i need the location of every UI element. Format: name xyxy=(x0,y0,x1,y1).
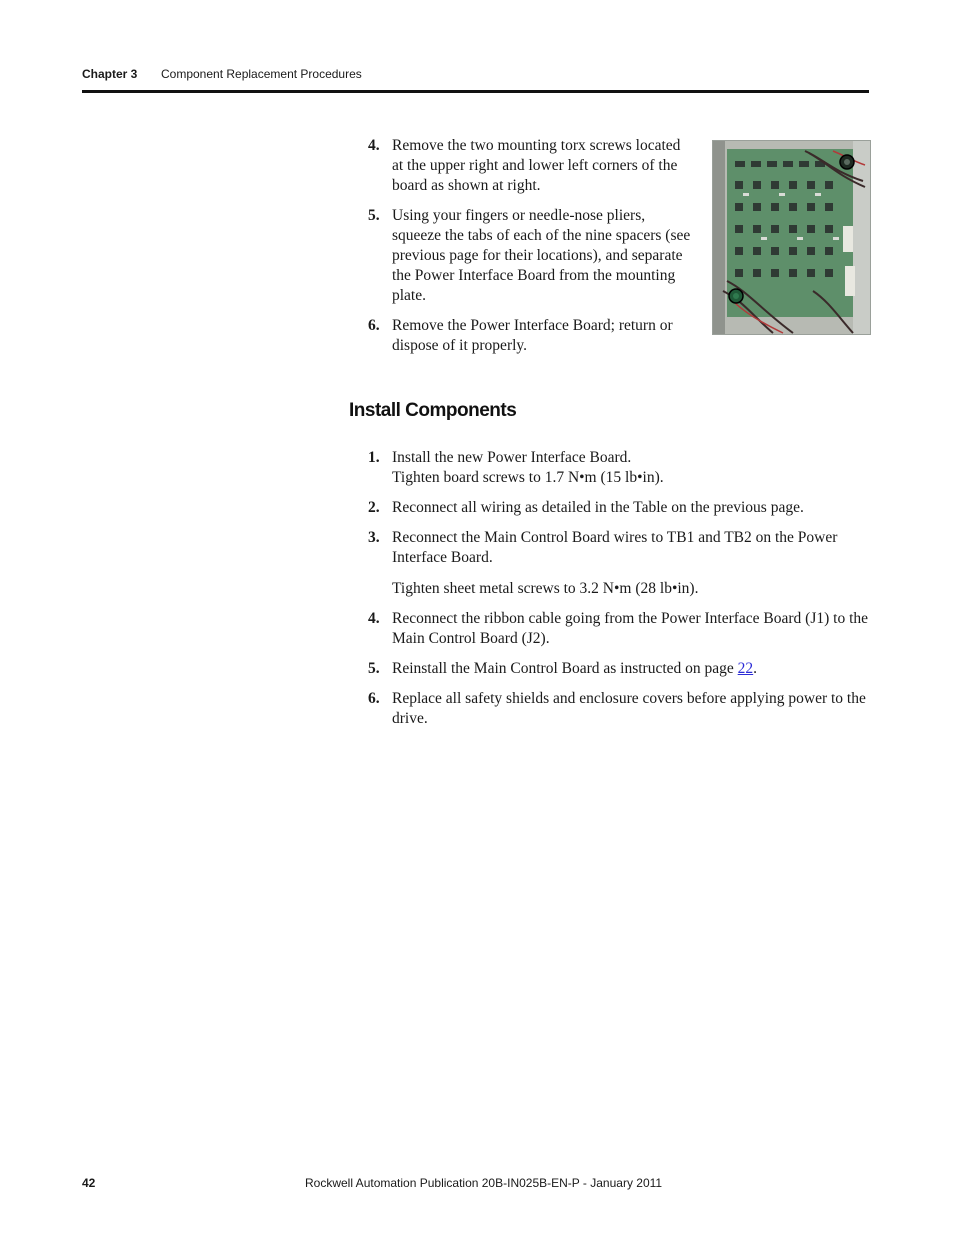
chapter-label: Chapter 3 xyxy=(82,67,138,81)
page-header xyxy=(82,66,869,93)
power-interface-board-photo xyxy=(712,140,871,335)
section-heading: Install Components xyxy=(349,400,517,421)
chapter-title: Component Replacement Procedures xyxy=(161,67,362,81)
step-text: Reconnect the ribbon cable going from the Power Interface Board (J1) to the Main Control Board (J2). xyxy=(392,609,869,647)
step-text-torque: Tighten board screws to 1.7 N•m (15 lb•in). xyxy=(392,469,664,487)
step-number: 6. xyxy=(368,316,380,334)
step-text: Remove the Power Interface Board; return or dispose of it properly. xyxy=(392,316,673,354)
step-number: 5. xyxy=(368,206,380,224)
page-number: 42 xyxy=(82,1176,96,1190)
list-item xyxy=(349,316,694,356)
step-text: Reconnect the Main Control Board wires to TB1 and TB2 on the Power Interface Board. xyxy=(392,529,838,567)
step-number: 4. xyxy=(368,609,380,627)
step-number: 6. xyxy=(368,689,380,707)
step-text: Reinstall the Main Control Board as instructed on page xyxy=(392,659,738,677)
step-text: Remove the two mounting torx screws located at the upper right and lower left corners of the board as shown at right. xyxy=(392,137,681,195)
list-item xyxy=(349,659,871,679)
list-item xyxy=(349,206,694,307)
page-reference-link[interactable]: 22 xyxy=(737,659,754,677)
list-item xyxy=(349,448,871,488)
step-text-end: . xyxy=(753,659,758,677)
list-item xyxy=(349,528,871,599)
step-text: Install the new Power Interface Board. xyxy=(392,449,632,466)
removal-steps-list xyxy=(349,136,694,365)
step-number: 1. xyxy=(368,449,380,466)
list-item xyxy=(349,136,694,197)
list-item xyxy=(349,609,871,649)
step-text: Reconnect all wiring as detailed in the Table on the previous page. xyxy=(392,499,804,517)
install-steps-list xyxy=(349,448,871,739)
publication-info: Rockwell Automation Publication 20B-IN025B-EN-P - January 2011 xyxy=(305,1176,663,1190)
list-item xyxy=(349,498,871,518)
step-number: 5. xyxy=(368,659,380,677)
step-number: 4. xyxy=(368,137,380,154)
step-text: Replace all safety shields and enclosure covers before applying power to the drive. xyxy=(392,689,866,728)
list-item xyxy=(349,689,871,729)
step-number: 2. xyxy=(368,499,380,517)
step-text: Using your fingers or needle-nose pliers, squeeze the tabs of each of the nine spacers (see previous page for their locations), and separate the Power Interface Board from the mounting plate. xyxy=(392,206,691,305)
step-number: 3. xyxy=(368,529,380,547)
step-note: Tighten sheet metal screws to 3.2 N•m (28 lb•in). xyxy=(392,579,699,597)
